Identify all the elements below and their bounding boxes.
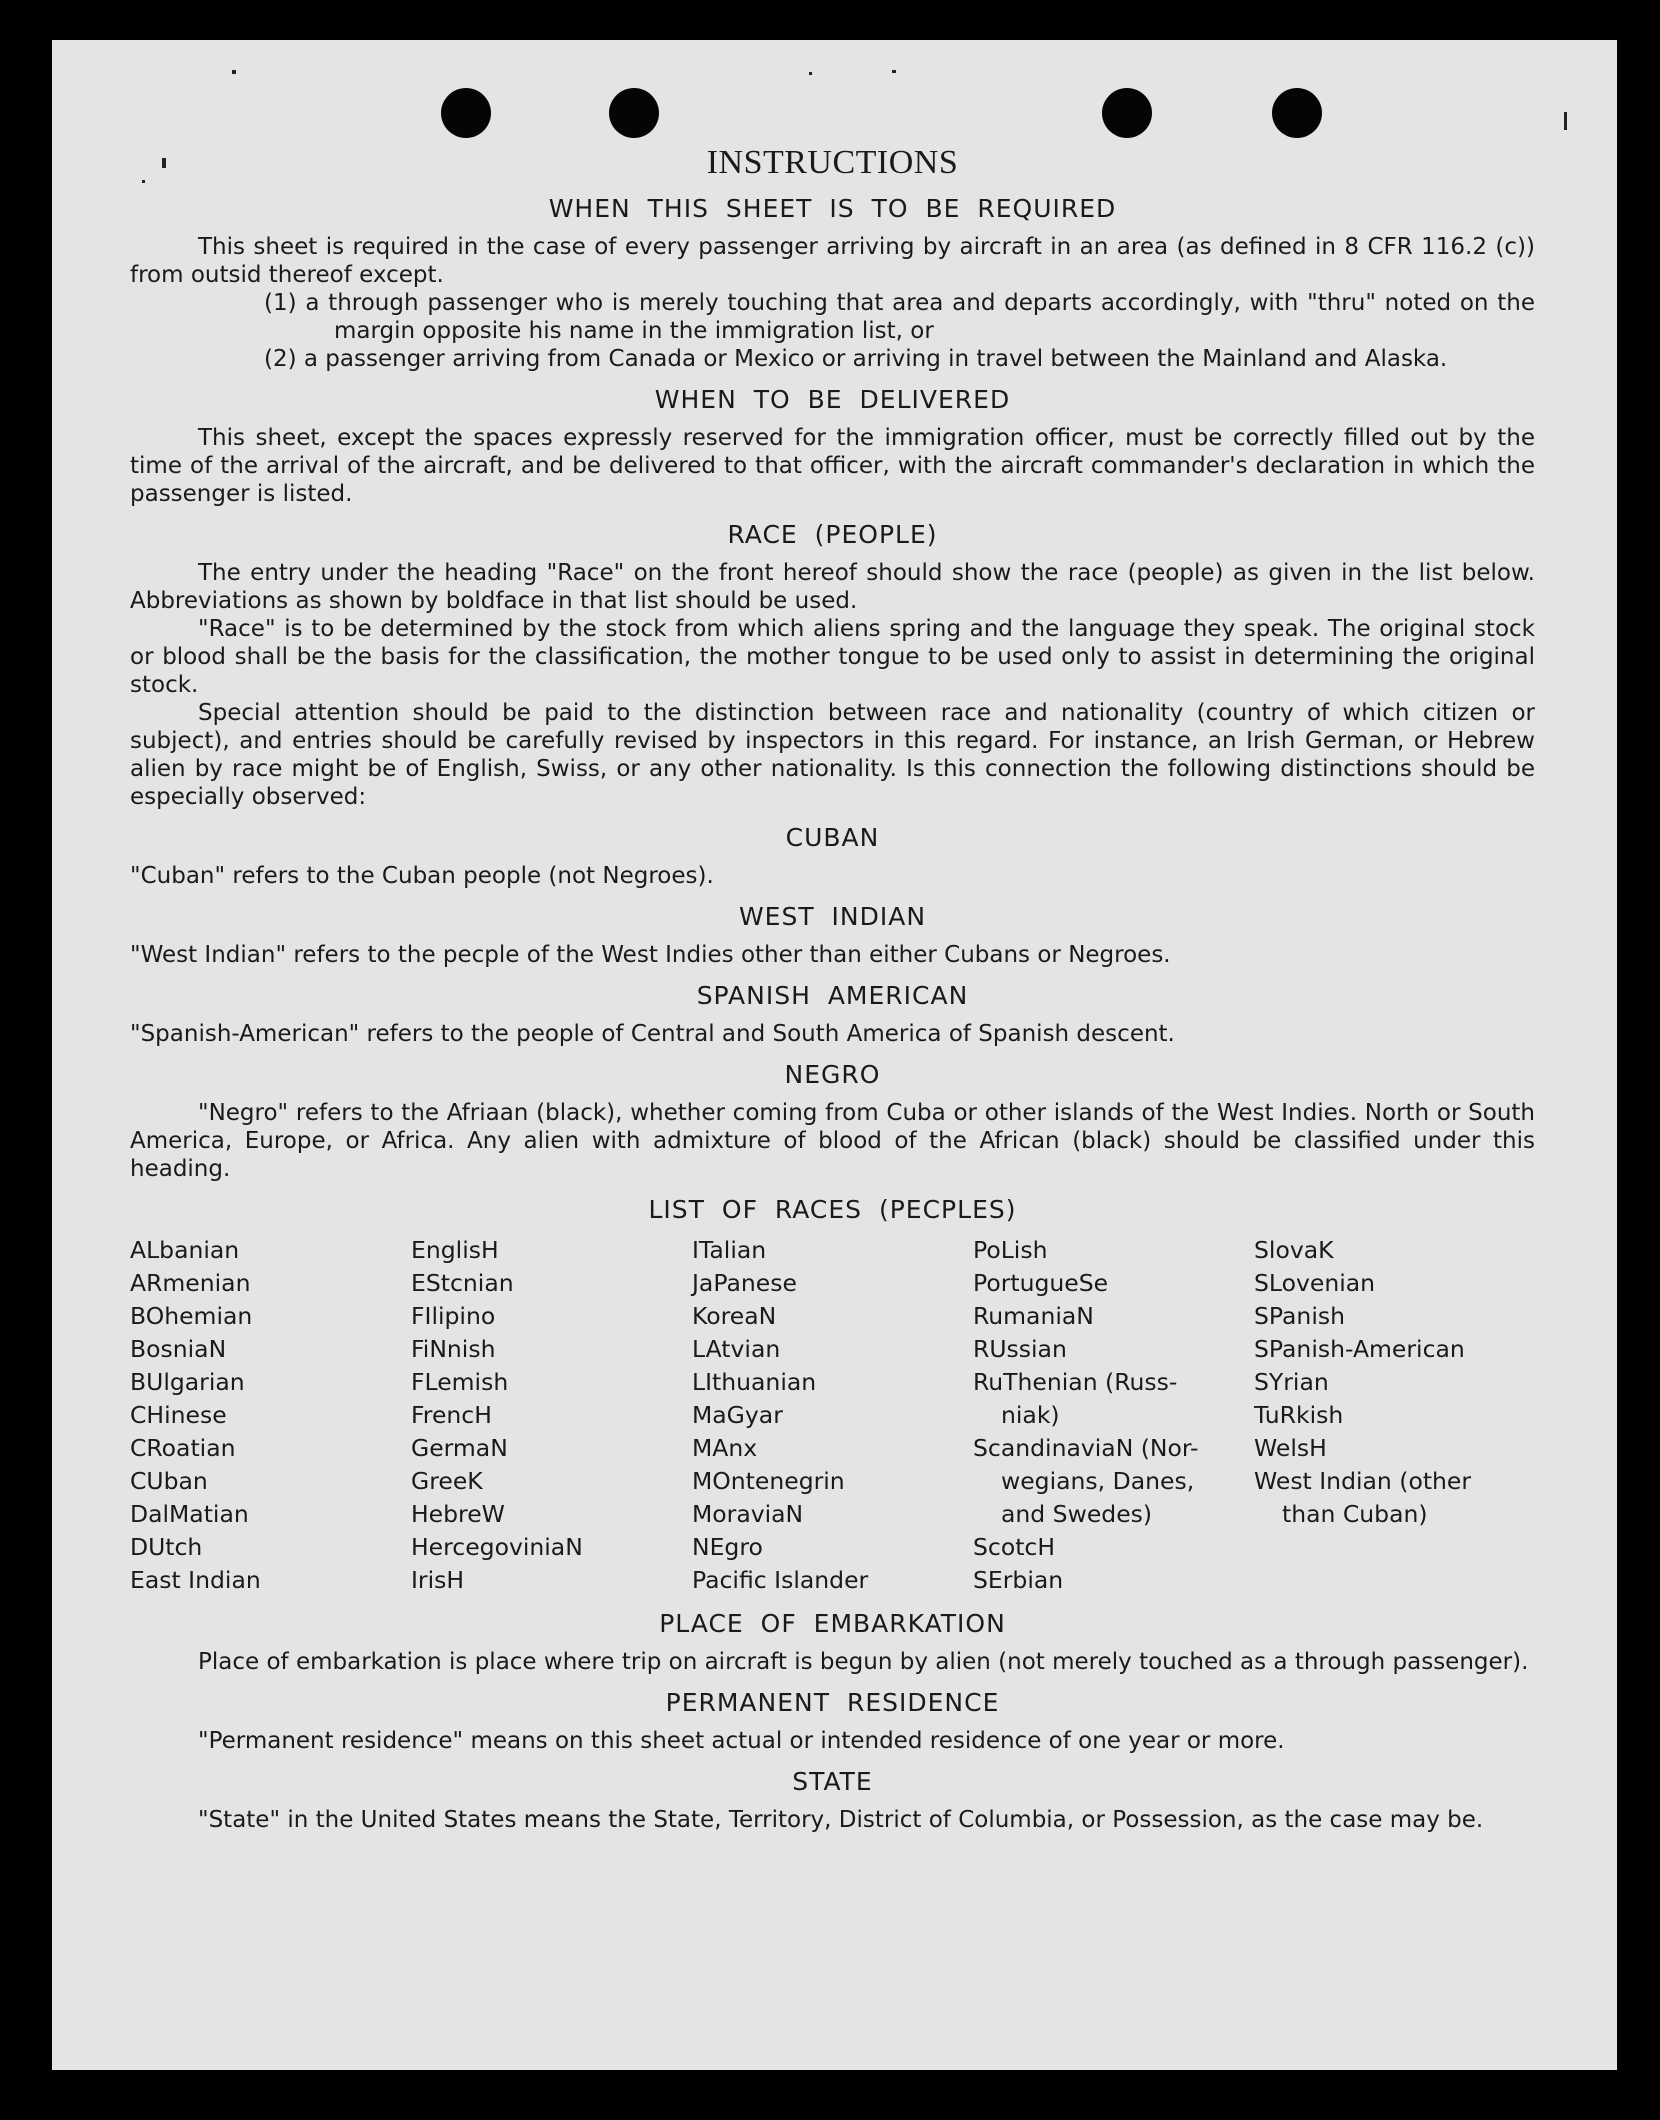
race-entry: West Indian (other xyxy=(1254,1467,1472,1495)
race-entry: SLovenian xyxy=(1254,1269,1376,1297)
race-entry: niak) xyxy=(1001,1401,1060,1429)
race-entry: MOntenegrin xyxy=(692,1467,845,1495)
races-list xyxy=(130,1234,1535,1597)
punch-hole xyxy=(609,88,659,138)
race-entry: FrencH xyxy=(411,1401,492,1429)
section-paragraph: "Negro" refers to the Afriaan (black), whether coming from Cuba or other islands of the West Indies. North or South America, Europe, or Africa. Any alien with admixture of blood of the African (black) should be classified under this heading. xyxy=(130,1100,1535,1182)
section-paragraph: This sheet, except the spaces expressly reserved for the immigration officer, must be correctly filled out by the time of the arrival of the aircraft, and be delivered to that officer, with the aircraft commander's declaration in which the passenger is listed. xyxy=(130,425,1535,507)
race-entry: GermaN xyxy=(411,1434,508,1462)
race-entry: East Indian xyxy=(130,1566,261,1594)
race-entry: BUlgarian xyxy=(130,1368,245,1396)
section-paragraph: "Permanent residence" means on this sheet actual or intended residence of one year or more. xyxy=(198,1728,1285,1754)
punch-hole xyxy=(1272,88,1322,138)
race-entry: BosniaN xyxy=(130,1335,227,1363)
race-entry: MaGyar xyxy=(692,1401,783,1429)
race-entry: RUssian xyxy=(973,1335,1067,1363)
section-paragraph: "State" in the United States means the State, Territory, District of Columbia, or Possession, as the case may be. xyxy=(198,1807,1484,1833)
race-entry: Pacific Islander xyxy=(692,1566,869,1594)
section-heading-west-indian: WEST INDIAN xyxy=(738,902,927,931)
race-entry: DUtch xyxy=(130,1533,203,1561)
race-entry: JaPanese xyxy=(692,1269,797,1297)
race-entry: BOhemian xyxy=(130,1302,253,1330)
punch-hole xyxy=(1102,88,1152,138)
race-entry: KoreaN xyxy=(692,1302,777,1330)
sections-tail xyxy=(130,1609,1535,1834)
race-entry: ARmenian xyxy=(130,1269,251,1297)
section-paragraph: "Spanish-American" refers to the people of Central and South America of Spanish descent. xyxy=(130,1021,1175,1047)
race-entry: SPanish xyxy=(1254,1302,1345,1330)
section-heading-state: STATE xyxy=(792,1767,873,1796)
race-entry: SlovaK xyxy=(1254,1236,1334,1264)
section-heading-when-this-sheet-is-to-be-required: WHEN THIS SHEET IS TO BE REQUIRED xyxy=(548,194,1117,223)
race-entry: NEgro xyxy=(692,1533,763,1561)
race-entry: CRoatian xyxy=(130,1434,236,1462)
exception-item: (1) a through passenger who is merely touching that area and departs accordingly, with "thru" noted on the margin opposite his name in the immigration list, or xyxy=(264,290,1535,344)
section-heading-cuban: CUBAN xyxy=(785,823,880,852)
race-entry: SPanish-American xyxy=(1254,1335,1465,1363)
races-column xyxy=(1254,1234,1535,1597)
race-entry: SYrian xyxy=(1254,1368,1329,1396)
section-paragraph: "West Indian" refers to the pecple of the West Indies other than either Cubans or Negroes. xyxy=(130,942,1171,968)
race-entry: HercegoviniaN xyxy=(411,1533,583,1561)
race-entry: PortugueSe xyxy=(973,1269,1109,1297)
instructions-content xyxy=(130,144,1535,1834)
section-heading-place-of-embarkation: PLACE OF EMBARKATION xyxy=(659,1609,1006,1638)
races-heading: LIST OF RACES (PECPLES) xyxy=(648,1195,1017,1224)
races-column xyxy=(411,1234,692,1597)
section-heading-race-people: RACE (PEOPLE) xyxy=(727,520,938,549)
section-paragraph: This sheet is required in the case of every passenger arriving by aircraft in an area (as defined in 8 CFR 116.2 (c)) from outsid thereof except. xyxy=(130,234,1535,288)
race-entry: RumaniaN xyxy=(973,1302,1094,1330)
section-heading-permanent-residence: PERMANENT RESIDENCE xyxy=(665,1688,1000,1717)
sections-main xyxy=(130,194,1535,1183)
section-heading-negro: NEGRO xyxy=(784,1060,881,1089)
races-column xyxy=(692,1234,973,1597)
race-entry: EStcnian xyxy=(411,1269,514,1297)
race-entry: DalMatian xyxy=(130,1500,249,1528)
section-paragraph: "Cuban" refers to the Cuban people (not Negroes). xyxy=(130,863,714,889)
race-entry: ALbanian xyxy=(130,1236,240,1264)
race-entry: FLemish xyxy=(411,1368,509,1396)
races-column xyxy=(973,1234,1254,1597)
race-entry: RuThenian (Russ- xyxy=(973,1368,1178,1396)
race-entry: ScandinaviaN (Nor- xyxy=(973,1434,1199,1462)
exception-item: (2) a passenger arriving from Canada or Mexico or arriving in travel between the Mainland and Alaska. xyxy=(264,346,1448,372)
race-entry: MAnx xyxy=(692,1434,758,1462)
race-entry: WelsH xyxy=(1254,1434,1327,1462)
race-entry: and Swedes) xyxy=(1001,1500,1153,1528)
section-paragraph: Place of embarkation is place where trip on aircraft is begun by alien (not merely touched as a through passenger). xyxy=(198,1649,1529,1675)
race-entry: LIthuanian xyxy=(692,1368,817,1396)
punch-hole xyxy=(441,88,491,138)
race-entry: HebreW xyxy=(411,1500,505,1528)
race-entry: FiNnish xyxy=(411,1335,496,1363)
race-entry: LAtvian xyxy=(692,1335,781,1363)
section-paragraph: Special attention should be paid to the distinction between race and nationality (country of which citizen or subject), and entries should be carefully revised by inspectors in this regard. For instance, an Irish German, or Hebrew alien by race might be of English, Swiss, or any other nationality. Is this connection the following distinctions should be especially observed: xyxy=(130,700,1535,810)
races-column xyxy=(130,1234,411,1597)
race-entry: than Cuban) xyxy=(1282,1500,1428,1528)
section-heading-spanish-american: SPANISH AMERICAN xyxy=(696,981,969,1010)
race-entry: GreeK xyxy=(411,1467,483,1495)
race-entry: CUban xyxy=(130,1467,208,1495)
race-entry: EnglisH xyxy=(411,1236,499,1264)
page-title: INSTRUCTIONS xyxy=(706,144,959,181)
race-entry: IrisH xyxy=(411,1566,465,1594)
race-entry: CHinese xyxy=(130,1401,227,1429)
race-entry: wegians, Danes, xyxy=(1001,1467,1195,1495)
race-entry: ScotcH xyxy=(973,1533,1056,1561)
section-paragraph: The entry under the heading "Race" on the front hereof should show the race (people) as given in the list below. Abbreviations as shown by boldface in that list should be used. xyxy=(130,560,1535,614)
race-entry: ITalian xyxy=(692,1236,767,1264)
race-entry: MoraviaN xyxy=(692,1500,804,1528)
race-entry: TuRkish xyxy=(1254,1401,1344,1429)
race-entry: SErbian xyxy=(973,1566,1064,1594)
document-page xyxy=(52,40,1617,2070)
race-entry: FIlipino xyxy=(411,1302,496,1330)
section-paragraph: "Race" is to be determined by the stock from which aliens spring and the language they speak. The original stock or blood shall be the basis for the classification, the mother tongue to be used only to assist in determining the original stock. xyxy=(130,616,1535,698)
race-entry: PoLish xyxy=(973,1236,1048,1264)
section-heading-when-to-be-delivered: WHEN TO BE DELIVERED xyxy=(654,385,1011,414)
